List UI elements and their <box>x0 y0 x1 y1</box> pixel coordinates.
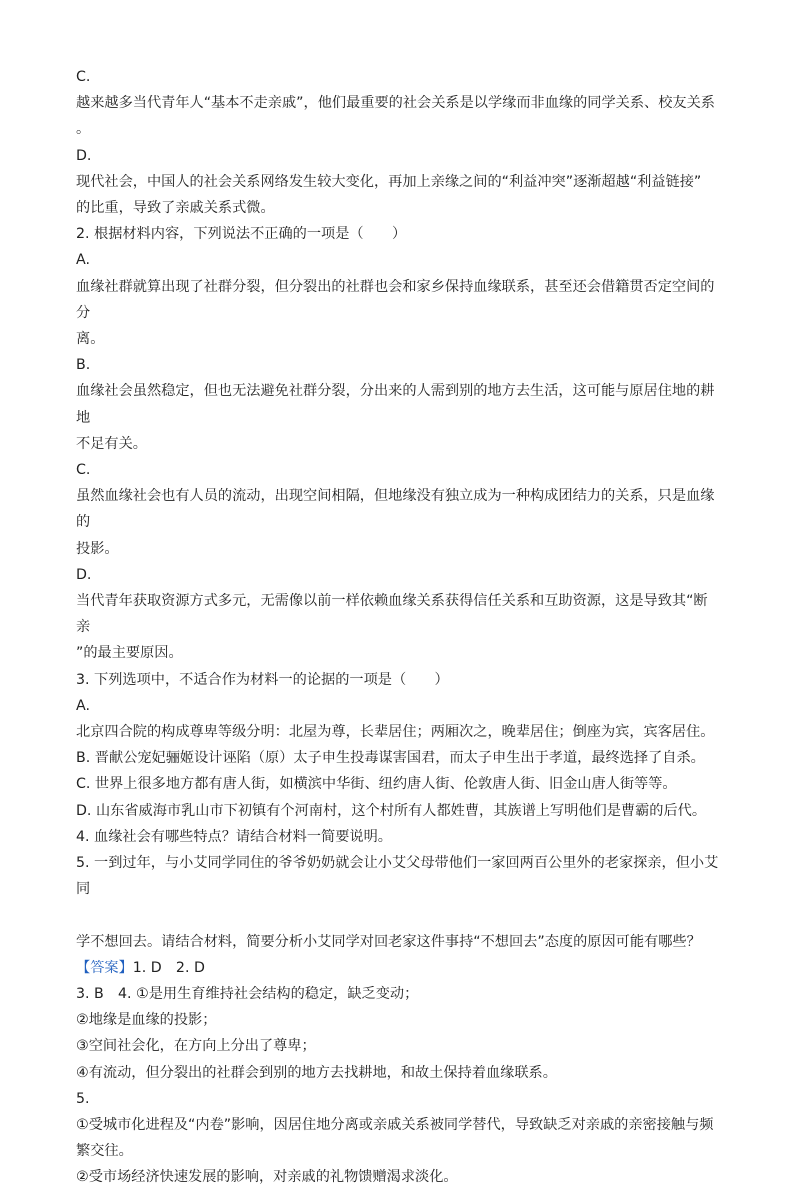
question-3: 3. 下列选项中，不适合作为材料一的论据的一项是（ ） <box>76 671 449 688</box>
q2-option-b-label: B. <box>76 357 91 374</box>
q3-option-c: C. 世界上很多地方都有唐人街，如横滨中华街、纽约唐人街、伦敦唐人街、旧金山唐人街等等。 <box>76 776 677 793</box>
q2-option-d-text-cont: ”的最主要原因。 <box>76 645 183 662</box>
question-2: 2. 根据材料内容，下列说法不正确的一项是（ ） <box>76 226 407 243</box>
question-4: 4. 血缘社会有哪些特点？请结合材料一简要说明。 <box>76 828 392 845</box>
option-d-text-cont: 的比重，导致了亲戚关系式微。 <box>76 200 275 217</box>
q2-option-a-label: A. <box>76 252 90 269</box>
option-c-text-cont: 。 <box>76 121 91 138</box>
q2-option-c-label: C. <box>76 462 91 479</box>
q2-option-b-text: 血缘社会虽然稳定，但也无法避免社群分裂，分出来的人需到别的地方去生活，这可能与原居住地的耕地 <box>76 383 715 426</box>
question-5: 5. 一到过年，与小艾同学同住的爷爷奶奶就会让小艾父母带他们一家回两百公里外的老家探亲，但小艾同 <box>76 855 719 898</box>
option-c-text: 越来越多当代青年人“基本不走亲戚”，他们最重要的社会关系是以学缘而非血缘的同学关系、校友关系 <box>76 95 715 112</box>
answer-4-point-3: ③空间社会化，在方向上分出了尊卑； <box>76 1038 316 1055</box>
option-d-text: 现代社会，中国人的社会关系网络发生较大变化，再加上亲缘之间的“利益冲突”逐渐超越“利益链接” <box>76 173 702 190</box>
answer-5-label: 5. <box>76 1090 90 1107</box>
q2-option-c-text: 虽然血缘社会也有人员的流动，出现空间相隔，但地缘没有独立成为一种构成团结力的关系，只是血缘的 <box>76 488 715 531</box>
q3-option-a-text: 北京四合院的构成尊卑等级分明：北屋为尊，长辈居住；两厢次之，晚辈居住；倒座为宾，宾客居住。 <box>76 724 715 741</box>
answer-5-point-1: ①受城市化进程及“内卷”影响，因居住地分离或亲戚关系被同学替代，导致缺乏对亲戚的亲密接触与频 <box>76 1116 714 1133</box>
answer-first: 1. D 2. D <box>132 959 205 976</box>
answer-line <box>76 955 720 981</box>
answer-4-point-4: ④有流动，但分裂出的社群会到别的地方去找耕地，和故土保持着血缘联系。 <box>76 1064 557 1081</box>
q2-option-b-text-cont: 不足有关。 <box>76 435 147 452</box>
q2-option-d-label: D. <box>76 566 92 583</box>
option-c-label: C. <box>76 69 91 85</box>
document-page <box>76 64 720 1191</box>
answer-5-point-2: ②受市场经济快速发展的影响，对亲戚的礼物馈赠渴求淡化。 <box>76 1169 458 1186</box>
q3-option-b: B. 晋献公宠妃骊姬设计诬陷（原）太子申生投毒谋害国君，而太子申生出于孝道，最终选择了自杀。 <box>76 750 705 767</box>
q2-option-a-text: 血缘社群就算出现了社群分裂，但分裂出的社群也会和家乡保持血缘联系，甚至还会借籍贯否定空间的分 <box>76 278 715 321</box>
q2-option-c-text-cont: 投影。 <box>76 540 119 557</box>
q2-option-a-text-cont: 离。 <box>76 331 105 348</box>
q3-option-d: D. 山东省威海市乳山市下初镇有个河南村，这个村所有人都姓曹，其族谱上写明他们是曹霸的后代。 <box>76 802 707 819</box>
answer-3-4: 3. B 4. ①是用生育维持社会结构的稳定，缺乏变动； <box>76 985 419 1002</box>
option-d-label: D. <box>76 147 92 164</box>
answer-tag: 【答案】 <box>76 959 133 976</box>
answer-5-point-1-cont: 繁交往。 <box>76 1143 133 1160</box>
question-5-cont: 学不想回去。请结合材料，简要分析小艾同学对回老家这件事持“不想回去”态度的原因可能有哪些？ <box>76 933 701 950</box>
answer-4-point-2: ②地缘是血缘的投影； <box>76 1012 217 1029</box>
q3-option-a-label: A. <box>76 697 90 714</box>
q2-option-d-text: 当代青年获取资源方式多元，无需像以前一样依赖血缘关系获得信任关系和互助资源，这是导致其“断亲 <box>76 593 708 636</box>
blank-gap <box>76 903 720 929</box>
